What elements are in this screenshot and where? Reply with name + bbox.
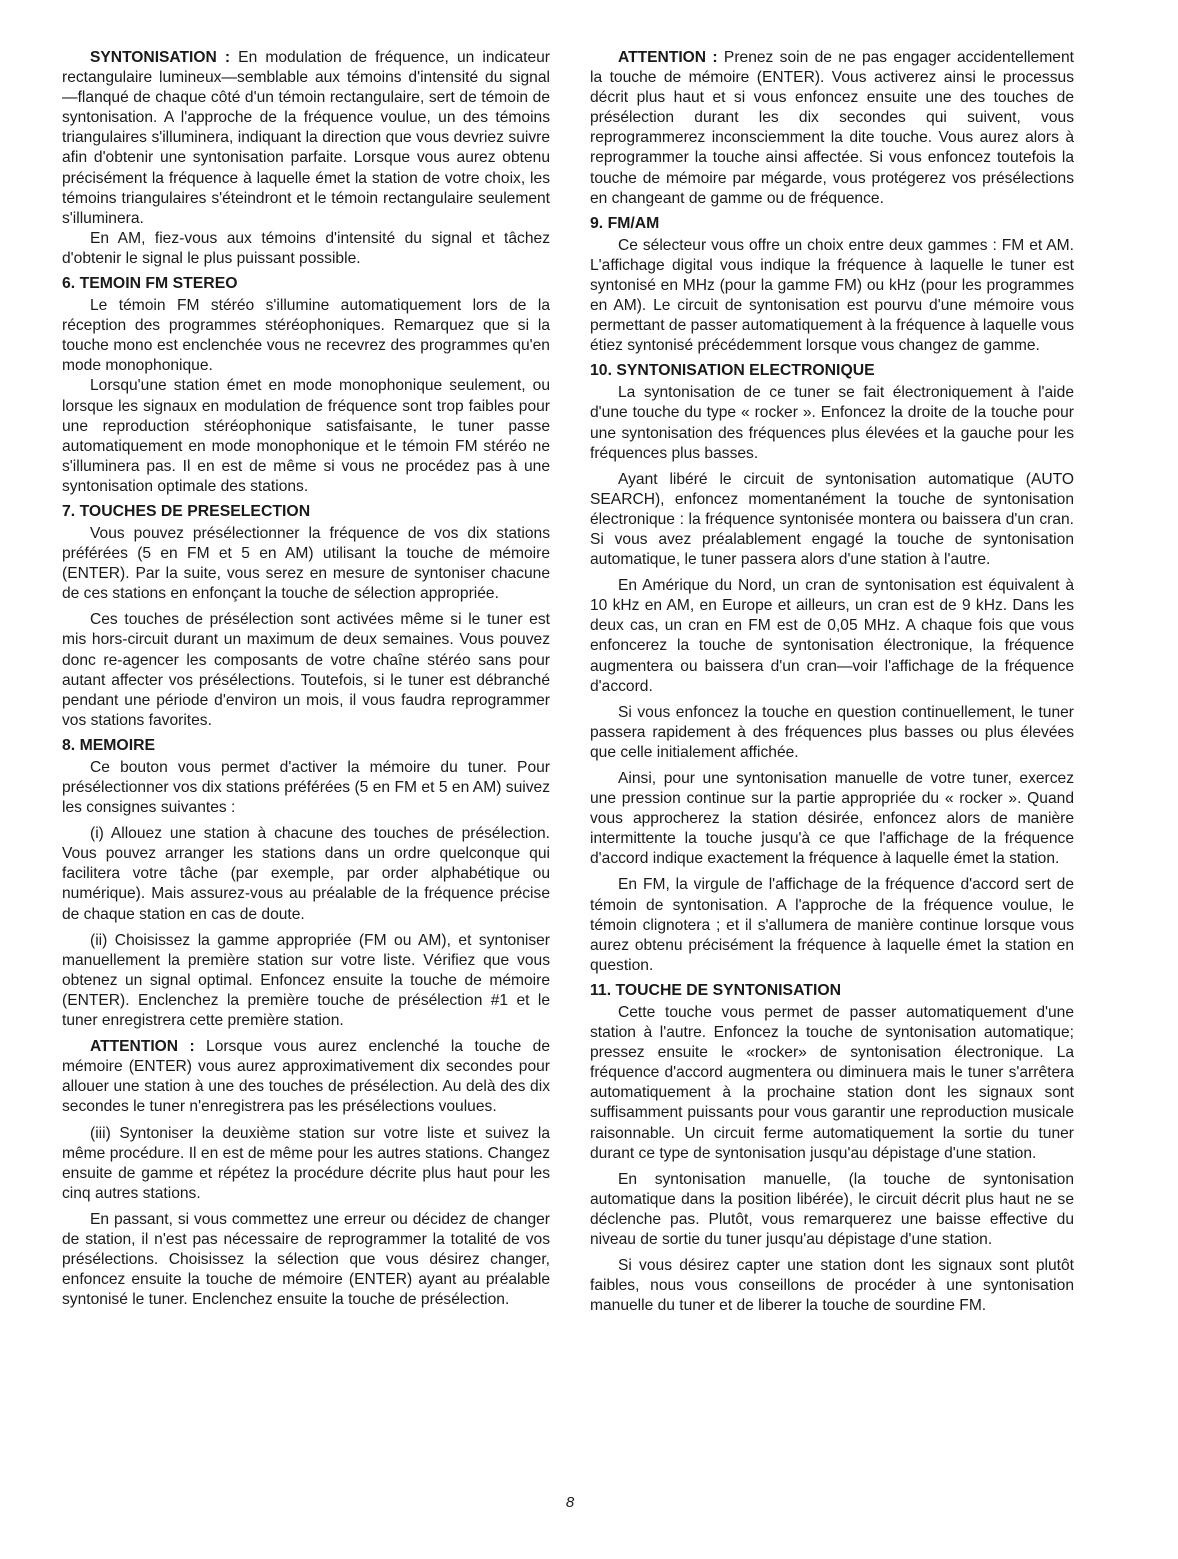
paragraph: Vous pouvez présélectionner la fréquence de vos dix stations préférées (5 en FM et 5 en AM) utilisant la touche de mémoire (ENTER). Par la suite, vous serez en mesure de syntoniser chacune de ces stations en enfonçant la touche de sélection appropriée. — [62, 524, 550, 603]
paragraph: Si vous désirez capter une station dont les signaux sont plutôt faibles, nous vous conseillons de procéder à une syntonisation manuelle du tuner et de liberer la touche de sourdine FM. — [590, 1257, 1074, 1315]
section-heading: 7. TOUCHES DE PRESELECTION — [62, 502, 311, 520]
section-heading: 8. MEMOIRE — [62, 736, 156, 754]
paragraph-text: En modulation de fréquence, un indicateur rectangulaire lumineux—semblable aux témoins d'intensité du signal—flanqué de chaque côté d'un témoin rectangulaire, sert de témoin de syntonisation. A l'approche de la fréquence voulue, un des témoins triangulaires s'illuminera, indiquant la direction que vous devriez suivre afin d'obtenir une syntonisation parfaite. Lorsque vous aurez obtenu précisément la fréquence à laquelle émet la station de votre choix, les témoins triangulaires s'éteindront et le témoin rectangulaire seulement s'illuminera. — [62, 49, 550, 227]
paragraph: Cette touche vous permet de passer automatiquement d'une station à l'autre. Enfoncez la touche de syntonisation automatique; pressez ensuite le «rocker» de syntonisation électronique. La fréquence d'accord augmentera ou diminuera mais le tuner s'arrêtera automatiquement à la prochaine station dont les signaux sont suffisamment puissants pour vous garantir une reproduction musicale raisonnable. Un circuit ferme automatiquement la sortie du tuner durant ce type de syntonisation jusqu'au dépistage d'une station. — [590, 1003, 1074, 1162]
paragraph: En passant, si vous commettez une erreur ou décidez de changer de station, il n'est pas nécessaire de reprogrammer la totalité de vos présélections. Choisissez la sélection que vous désirez changer, enfoncez ensuite la touche de mémoire (ENTER) ayant au préalable syntonisé le tuner. Enclenchez ensuite la touche de présélection. — [62, 1210, 550, 1309]
paragraph: En syntonisation manuelle, (la touche de syntonisation automatique dans la position libérée), le circuit décrit plus haut ne se déclenche pas. Plutôt, vous remarquerez une baisse effective du niveau de sortie du tuner jusqu'au dépistage d'une station. — [590, 1170, 1074, 1248]
paragraph: (iii) Syntoniser la deuxième station sur votre liste et suivez la même procédure. Il en est de même pour les autres stations. Changez ensuite de gamme et répétez la procédure décrite plus haut pour les cinq autres stations. — [62, 1124, 550, 1202]
section-heading: 9. FM/AM — [590, 214, 660, 232]
paragraph: En FM, la virgule de l'affichage de la fréquence d'accord sert de témoin de syntonisation. A l'approche de la fréquence voulue, le témoin clignotera ; et il s'allumera de manière continue lorsque vous aurez obtenu précisément la fréquence à laquelle émet la station en question. — [590, 876, 1074, 974]
paragraph — [590, 48, 1074, 209]
paragraph-text: Lorsque vous aurez enclenché la touche de mémoire (ENTER) vous aurez approximativement dix secondes pour allouer une station à une des touches de présélection. Au delà des dix secondes le tuner n'enregistrera pas les présélections voulues. — [62, 1038, 550, 1116]
paragraph-lead: ATTENTION : — [90, 1038, 195, 1056]
paragraph — [62, 1037, 550, 1117]
paragraph: Si vous enfoncez la touche en question continuellement, le tuner passera rapidement à des fréquences plus basses ou plus élevées que celle initialement affichée. — [590, 703, 1074, 761]
paragraph: Ayant libéré le circuit de syntonisation automatique (AUTO SEARCH), enfoncez momentanément la touche de syntonisation électronique : la fréquence syntonisée montera ou baissera d'un cran. Si vous avez préalablement engagé la touche de syntonisation automatique, le tuner passera alors d'une station à l'autre. — [590, 470, 1074, 569]
paragraph: Le témoin FM stéréo s'illumine automatiquement lors de la réception des programmes stéréophoniques. Remarquez que si la touche mono est enclenchée vous ne recevrez des programmes qu'en mode monophonique. — [62, 297, 550, 375]
paragraph-text: Prenez soin de ne pas engager accidentellement la touche de mémoire (ENTER). Vous activerez ainsi le processus décrit plus haut et si vous enfoncez ensuite une des touches de présélection durant les dix secondes qui suivent, vous reprogrammerez inconsciemment la dite touche. Vous aurez alors à reprogrammer la touche ainsi affectée. Si vous enfoncez toutefois la touche de mémoire par mégarde, vous protégerez vos présélections en changeant de gamme ou de fréquence. — [590, 49, 1074, 207]
paragraph: Lorsqu'une station émet en mode monophonique seulement, ou lorsque les signaux en modulation de fréquence sont trop faibles pour une reproduction stéréophonique satisfaisante, le tuner passe automatiquement en mode monophonique et le témoin FM stéréo ne s'illuminera pas. Il en est de même si vous ne procédez pas à une syntonisation optimale des stations. — [62, 377, 550, 495]
paragraph — [62, 48, 550, 229]
section-heading: 11. TOUCHE DE SYNTONISATION — [590, 981, 842, 999]
paragraph: Ce bouton vous permet d'activer la mémoire du tuner. Pour présélectionner vos dix stations préférées (5 en FM et 5 en AM) suivez les consignes suivantes : — [62, 758, 550, 817]
paragraph: En AM, fiez-vous aux témoins d'intensité du signal et tâchez d'obtenir le signal le plus puissant possible. — [62, 229, 550, 267]
paragraph: Ces touches de présélection sont activées même si le tuner est mis hors-circuit durant un maximum de deux semaines. Vous pouvez donc re-agencer les composants de votre chaîne stéréo sans pour autant affecter vos présélections. Toutefois, si le tuner est débranché pendant une période d'environ un mois, il vous faudra reprogrammer vos stations favorites. — [62, 611, 550, 729]
paragraph: Ce sélecteur vous offre un choix entre deux gammes : FM et AM. L'affichage digital vous indique la fréquence à laquelle le tuner est syntonisé en MHz (pour la gamme FM) ou kHz (pour les programmes en AM). Le circuit de syntonisation est pourvu d'une mémoire vous permettant de passer automatiquement à la fréquence à laquelle vous étiez syntonisé précédemment lorsque vous changez de gamme. — [590, 236, 1074, 355]
right-column — [590, 48, 1074, 1316]
paragraph: En Amérique du Nord, un cran de syntonisation est équivalent à 10 kHz en AM, en Europe et ailleurs, un cran est de 9 kHz. Dans les deux cas, un cran en FM est de 0,05 MHz. A chaque fois que vous enfoncerez la touche de syntonisation électronique, la fréquence augmentera ou baissera d'un cran—voir l'affichage de la fréquence d'accord. — [590, 577, 1074, 695]
page-number: 8 — [565, 1494, 575, 1511]
section-heading: 10. SYNTONISATION ELECTRONIQUE — [590, 362, 875, 380]
section-heading: 6. TEMOIN FM STEREO — [62, 275, 238, 293]
paragraph: Ainsi, pour une syntonisation manuelle de votre tuner, exercez une pression continue sur la partie appropriée du « rocker ». Quand vous approcherez la station désirée, enfoncez alors de manière intermittente la touche jusqu'à ce que l'affichage de la fréquence d'accord indique exactement la fréquence à laquelle émet la station. — [590, 770, 1074, 868]
paragraph: La syntonisation de ce tuner se fait électroniquement à l'aide d'une touche du type « rocker ». Enfoncez la droite de la touche pour une syntonisation des fréquences plus élevées et la gauche pour les fréquences plus basses. — [590, 384, 1074, 462]
paragraph-lead: ATTENTION : — [618, 49, 718, 66]
paragraph: (ii) Choisissez la gamme appropriée (FM ou AM), et syntoniser manuellement la première station sur votre liste. Vérifiez que vous obtenez un signal optimal. Enfoncez ensuite la touche de mémoire (ENTER). Enclenchez la première touche de présélection #1 et le tuner enregistrera cette première station. — [62, 931, 550, 1030]
paragraph: (i) Allouez une station à chacune des touches de présélection. Vous pouvez arranger les stations dans un ordre quelconque qui facilitera votre tâche (par exemple, par order alphabétique ou numérique). Mais assurez-vous au préalable de la fréquence précise de chaque station en cas de doute. — [62, 825, 550, 923]
paragraph-lead: SYNTONISATION : — [90, 49, 231, 66]
left-column — [62, 48, 550, 1310]
